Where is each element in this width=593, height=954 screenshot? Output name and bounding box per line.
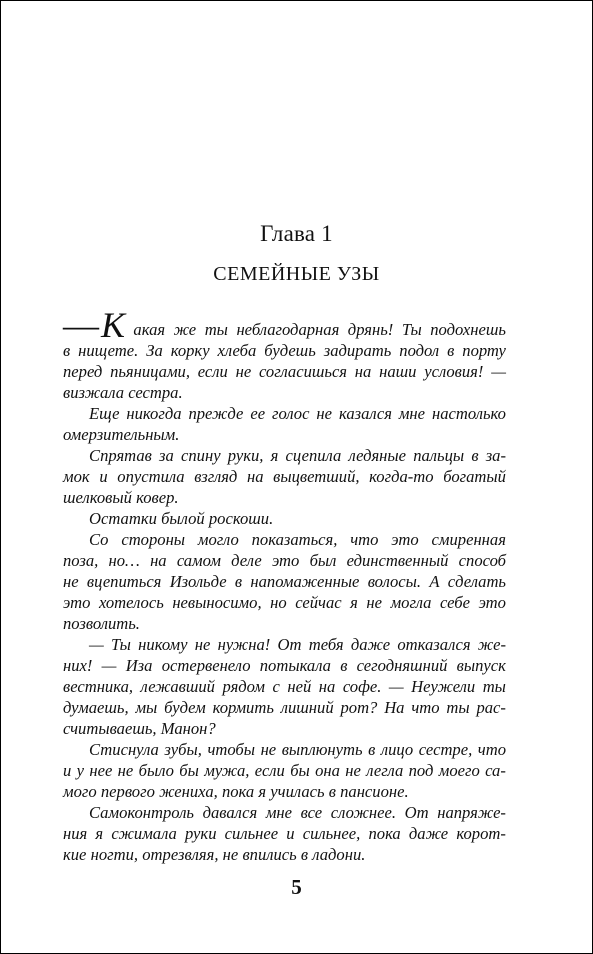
text-line: Самоконтроль давался мне все сложнее. От напряже- <box>89 803 506 822</box>
text-line: кие ногти, отрезвляя, не впились в ладони. <box>63 845 366 864</box>
chapter-title: СЕМЕЙНЫЕ УЗЫ <box>213 263 380 285</box>
text-line: омерзительным. <box>63 425 180 444</box>
page-number: 5 <box>291 875 302 899</box>
text-line: перед пьяницами, если не согласишься на наши условия! — <box>63 362 506 381</box>
text-line: мого первого жениха, пока я училась в пансионе. <box>63 782 409 801</box>
text-line: Стиснула зубы, чтобы не выплюнуть в лицо сестре, что <box>89 740 506 759</box>
text-line: —К акая же ты неблагодарная дрянь! Ты подохнешь <box>63 305 506 345</box>
text-line: считываешь, Манон? <box>63 719 216 738</box>
chapter-number: Глава 1 <box>260 221 333 246</box>
text-line: шелковый ковер. <box>63 488 179 507</box>
text-line: ния я сжимала руки сильнее и сильнее, пока даже корот- <box>63 824 506 843</box>
text-line: Еще никогда прежде ее голос не казался мне настолько <box>89 404 506 423</box>
text-line: позволить. <box>63 614 140 633</box>
text-line: мок и опустила взгляд на выцветший, когда-то богатый <box>63 467 506 486</box>
chapter-body-text <box>63 305 506 865</box>
text-line: и у нее не было бы мужа, если бы она не легла под моего са- <box>63 761 506 780</box>
text-line: Спрятав за спину руки, я сцепила ледяные пальцы в за- <box>89 446 506 465</box>
drop-cap: —К <box>63 305 125 345</box>
text-line: думаешь, мы будем кормить лишний рот? На что ты рас- <box>63 698 506 717</box>
text-line: поза, но… на самом деле это был единственный способ <box>63 551 506 570</box>
text-line: вестника, лежавший рядом с ней на софе. — Неужели ты <box>63 677 506 696</box>
text-line: в нищете. За корку хлеба будешь задирать подол в порту <box>63 341 506 360</box>
text-line: Остатки былой роскоши. <box>89 509 274 528</box>
text-line: визжала сестра. <box>63 383 183 402</box>
text-line: не вцепиться Изольде в напомаженные волосы. А сделать <box>63 572 506 591</box>
text-line: них! — Иза остервенело потыкала в сегодняшний выпуск <box>63 656 506 675</box>
text-line: Со стороны могло показаться, что это смиренная <box>89 530 506 549</box>
text-line: — Ты никому не нужна! От тебя даже отказался же- <box>89 635 506 654</box>
text-line: это хотелось невыносимо, но сейчас я не могла себе это <box>63 593 506 612</box>
